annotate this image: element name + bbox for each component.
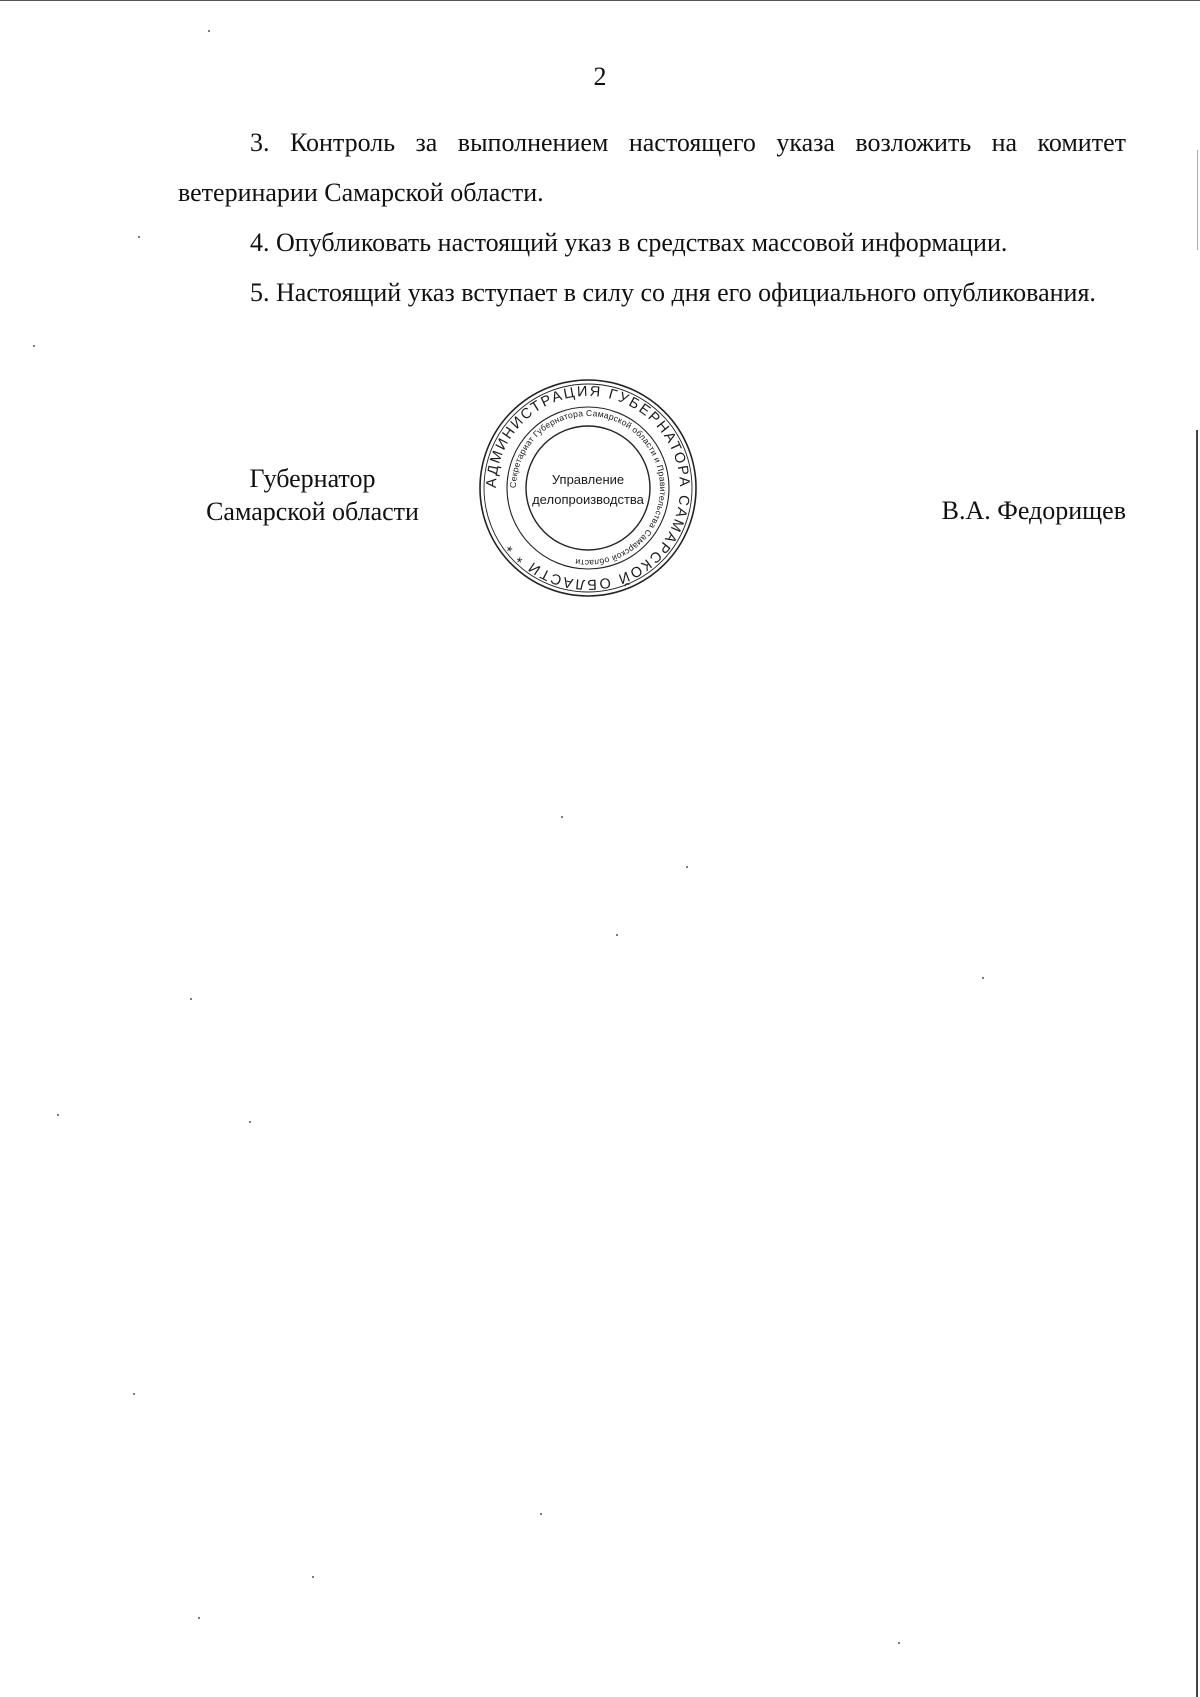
seal-inner-text: Секретариат Губернатора Самарской области и Правительства Самарской области [507, 407, 669, 569]
scan-speck [198, 1617, 200, 1619]
seal-center-line1: Управление [551, 472, 625, 487]
signatory-title-line1: Губернатор [249, 464, 376, 493]
seal-graphic [476, 376, 700, 600]
scan-speck [57, 1114, 59, 1116]
scan-speck [982, 977, 984, 979]
paragraph-5: 5. Настоящий указ вступает в силу со дня его официального опубликования. [250, 278, 1096, 307]
seal-outer-text: АДМИНИСТРАЦИЯ ГУБЕРНАТОРА САМАРСКОЙ ОБЛАСТИ * * [483, 383, 693, 593]
scan-right-edge-upper [1197, 150, 1198, 250]
paragraph-4: 4. Опубликовать настоящий указ в средствах массовой информации. [250, 228, 1008, 257]
scan-speck [561, 816, 563, 818]
scan-speck [249, 1121, 251, 1123]
scan-right-edge [1196, 430, 1198, 1697]
scan-top-edge [0, 0, 1200, 1]
scan-speck [312, 1576, 314, 1578]
signatory-title [185, 462, 440, 528]
seal-center-line2: делопроизводства [532, 492, 644, 507]
scan-speck [616, 934, 618, 936]
signatory-name: В.А. Федорищев [941, 496, 1126, 525]
scan-speck [138, 236, 140, 238]
scan-speck [133, 1393, 135, 1395]
scan-speck [898, 1642, 900, 1644]
scan-speck [208, 30, 210, 32]
scan-speck [190, 998, 192, 1000]
decree-body [178, 118, 1126, 318]
seal-inner-border [526, 426, 650, 550]
official-seal-stamp [476, 376, 700, 600]
paragraph-3: 3. Контроль за выполнением настоящего указа возложить на комитет ветеринарии Самарской области. [178, 128, 1126, 207]
page-number: 2 [593, 62, 607, 91]
scan-speck [686, 866, 688, 868]
scan-speck [33, 345, 35, 347]
scan-speck [540, 1513, 542, 1515]
seal-middle-border [507, 407, 669, 569]
signatory-title-line2: Самарской области [206, 497, 419, 526]
